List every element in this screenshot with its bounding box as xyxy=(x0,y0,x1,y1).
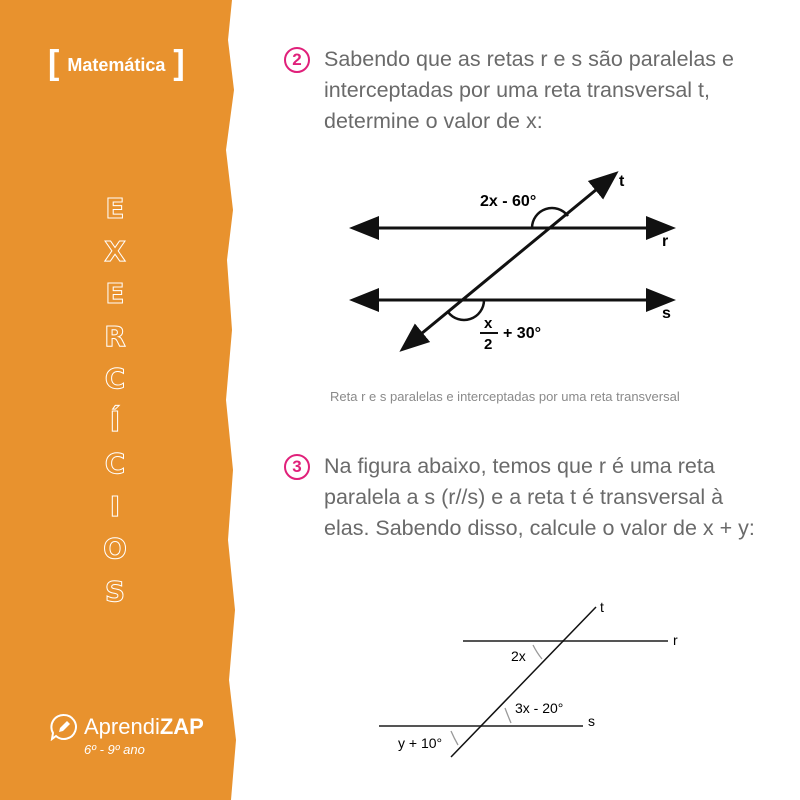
subject-label: Matemática xyxy=(67,54,166,75)
angle-3x-label: 3x - 20° xyxy=(515,700,564,716)
grade-label: 6º - 9º ano xyxy=(84,742,145,757)
question-text: Na figura abaixo, temos que r é uma reta paralela a s (r//s) e a reta t é transversal à elas. Sabendo disso, calcule o valor de x + y: xyxy=(324,454,755,540)
figure-q3 xyxy=(370,590,700,770)
label-s: s xyxy=(588,713,595,729)
line-t xyxy=(451,607,596,757)
question-2 xyxy=(284,44,759,137)
angle-bottom-denominator: 2 xyxy=(484,336,493,353)
title-letter: C xyxy=(104,362,126,395)
vertical-title xyxy=(95,188,135,613)
title-letter: O xyxy=(103,532,127,565)
question-3 xyxy=(284,451,759,544)
angle-bottom-label: + 30° xyxy=(503,325,541,342)
angle-top-label: 2x - 60° xyxy=(480,193,537,210)
label-r: r xyxy=(662,233,669,250)
title-letter: X xyxy=(104,234,126,268)
label-t: t xyxy=(600,599,604,615)
question-number: 3 xyxy=(284,454,310,480)
figure-q2 xyxy=(340,160,700,360)
title-letter: Í xyxy=(109,404,121,438)
title-letter: E xyxy=(105,277,125,310)
figure-caption: Reta r e s paralelas e interceptadas por uma reta transversal xyxy=(330,389,680,404)
title-letter: I xyxy=(109,489,121,523)
subject-tag: [ Matemática ] xyxy=(48,44,185,82)
title-letter: C xyxy=(104,447,126,480)
label-s: s xyxy=(662,305,671,322)
angle-2x-label: 2x xyxy=(511,648,526,664)
brand-light: Aprendi xyxy=(84,714,160,739)
title-letter: R xyxy=(104,319,126,353)
angle-arc-bottom xyxy=(448,300,484,320)
label-t: t xyxy=(619,173,625,190)
question-number: 2 xyxy=(284,47,310,73)
question-text: Sabendo que as retas r e s são paralelas e interceptadas por uma reta transversal t, determine o valor de x: xyxy=(324,47,734,133)
brand-bold: ZAP xyxy=(159,714,204,739)
angle-bottom-numerator: x xyxy=(484,315,493,332)
title-letter: E xyxy=(105,192,125,225)
pencil-chat-icon xyxy=(50,713,78,741)
angle-y-label: y + 10° xyxy=(398,735,443,751)
label-r: r xyxy=(673,632,678,648)
angle-arrows xyxy=(451,645,542,745)
brand-logo xyxy=(50,713,204,741)
title-letter: S xyxy=(104,574,126,608)
